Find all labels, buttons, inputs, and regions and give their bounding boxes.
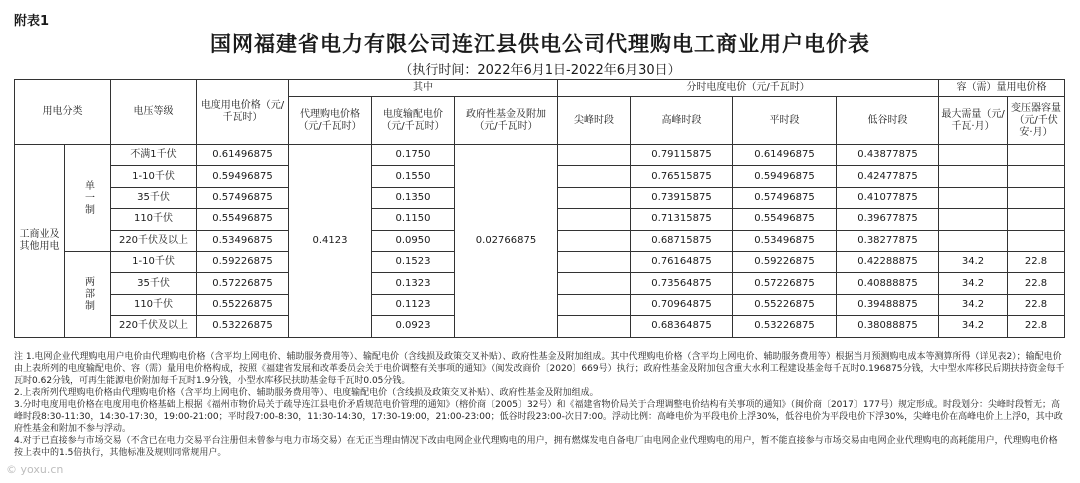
attachment-label: 附表1 — [14, 14, 50, 29]
peak-cell: 0.68364875 — [631, 316, 733, 337]
peak-cell: 0.73915875 — [631, 187, 733, 208]
valley-cell: 0.40888875 — [837, 273, 939, 294]
price-cell: 0.53496875 — [197, 230, 289, 251]
price-cell: 0.59496875 — [197, 166, 289, 187]
transmission-cell: 0.1750 — [372, 145, 455, 166]
transmission-cell: 0.1550 — [372, 166, 455, 187]
voltage-cell: 220千伏及以上 — [111, 230, 197, 251]
price-cell: 0.55226875 — [197, 294, 289, 315]
voltage-cell: 不满1千伏 — [111, 145, 197, 166]
sharp-cell — [558, 294, 631, 315]
peak-cell: 0.70964875 — [631, 294, 733, 315]
transformer-cell — [1008, 230, 1065, 251]
transformer-cell: 22.8 — [1008, 294, 1065, 315]
header-price: 电度用电价格（元/千瓦时） — [197, 80, 289, 145]
header-valley: 低谷时段 — [837, 97, 939, 145]
header-transmission: 电度输配电价（元/千瓦时） — [372, 97, 455, 145]
price-cell: 0.57226875 — [197, 273, 289, 294]
max-demand-cell — [939, 145, 1008, 166]
sharp-cell — [558, 145, 631, 166]
price-cell: 0.53226875 — [197, 316, 289, 337]
valley-cell: 0.42477875 — [837, 166, 939, 187]
voltage-cell: 35千伏 — [111, 273, 197, 294]
header-tou: 分时电度电价（元/千瓦时） — [558, 80, 939, 97]
fund-cell: 0.02766875 — [455, 145, 558, 338]
header-agent-price: 代理购电价格（元/千瓦时） — [289, 97, 372, 145]
flat-cell: 0.55496875 — [733, 209, 837, 230]
sharp-cell — [558, 230, 631, 251]
voltage-cell: 1-10千伏 — [111, 166, 197, 187]
execution-period: （执行时间：2022年6月1日-2022年6月30日） — [399, 63, 681, 78]
peak-cell: 0.76515875 — [631, 166, 733, 187]
valley-cell: 0.43877875 — [837, 145, 939, 166]
transmission-cell: 0.0923 — [372, 316, 455, 337]
price-cell: 0.61496875 — [197, 145, 289, 166]
max-demand-cell: 34.2 — [939, 251, 1008, 272]
transformer-cell: 22.8 — [1008, 251, 1065, 272]
transformer-cell — [1008, 187, 1065, 208]
valley-cell: 0.39677875 — [837, 209, 939, 230]
agent-price-cell: 0.4123 — [289, 145, 372, 338]
peak-cell: 0.76164875 — [631, 251, 733, 272]
max-demand-cell: 34.2 — [939, 316, 1008, 337]
header-category: 用电分类 — [15, 80, 111, 145]
transformer-cell: 22.8 — [1008, 316, 1065, 337]
voltage-cell: 110千伏 — [111, 209, 197, 230]
transmission-cell: 0.0950 — [372, 230, 455, 251]
footnote-4: 4.对于已直接参与市场交易（不含已在电力交易平台注册但未曾参与电力市场交易）在无正当理由情况下改由电网企业代理购电的用户，拥有燃煤发电自备电厂由电网企业代理购电的用户，暂不能直接参与市场交易由电网企业代理购电的高耗能用户，代理购电价格按上表中的1.5倍执行，其他标准及规则同常规用户。 — [14, 436, 1058, 458]
table-row — [15, 145, 1065, 166]
header-transformer: 变压器容量（元/千伏安·月） — [1008, 97, 1065, 145]
transmission-cell: 0.1350 — [372, 187, 455, 208]
flat-cell: 0.57226875 — [733, 273, 837, 294]
watermark: © yoxu.cn — [6, 463, 64, 476]
transmission-cell: 0.1123 — [372, 294, 455, 315]
header-max-demand: 最大需量（元/千瓦·月） — [939, 97, 1008, 145]
transformer-cell — [1008, 166, 1065, 187]
sharp-cell — [558, 273, 631, 294]
category-cell: 工商业及其他用电 — [15, 145, 65, 338]
header-capacity: 容（需）量用电价格 — [939, 80, 1065, 97]
max-demand-cell: 34.2 — [939, 294, 1008, 315]
sharp-cell — [558, 166, 631, 187]
sharp-cell — [558, 251, 631, 272]
flat-cell: 0.59226875 — [733, 251, 837, 272]
flat-cell: 0.55226875 — [733, 294, 837, 315]
single-part-cell: 单一制 — [65, 145, 111, 252]
flat-cell: 0.53226875 — [733, 316, 837, 337]
max-demand-cell — [939, 209, 1008, 230]
sharp-cell — [558, 187, 631, 208]
max-demand-cell — [939, 230, 1008, 251]
header-peak: 高峰时段 — [631, 97, 733, 145]
transmission-cell: 0.1150 — [372, 209, 455, 230]
max-demand-cell — [939, 166, 1008, 187]
valley-cell: 0.39488875 — [837, 294, 939, 315]
peak-cell: 0.79115875 — [631, 145, 733, 166]
sharp-cell — [558, 209, 631, 230]
peak-cell: 0.68715875 — [631, 230, 733, 251]
flat-cell: 0.59496875 — [733, 166, 837, 187]
footnotes — [14, 351, 1066, 459]
header-among: 其中 — [289, 80, 558, 97]
peak-cell: 0.71315875 — [631, 209, 733, 230]
max-demand-cell: 34.2 — [939, 273, 1008, 294]
flat-cell: 0.53496875 — [733, 230, 837, 251]
footnote-3: 3.分时电度用电价格在电度用电价格基础上根据《福州市物价局关于疏导连江县电价矛盾规范电价管理的通知》（榕价商〔2005〕32号）和《福建省物价局关于合理调整电价结构有关事项的通知》（闽价商〔2017〕177号）规定形成。时段划分：尖峰时段暂无；高峰时段8:30-11:30，14:30-17:30，19:00-21:00；平时段7:00-8:30，11:30-14:30，17:30-19:00，21:00-23:00；低谷时段23:00-次日7:00。浮动比例：高峰电价为平段电价上浮30%，低谷电价为平段电价下浮30%，尖峰电价在高峰电价上上浮0，其中政府性基金和附加不参与浮动。 — [14, 400, 1063, 434]
voltage-cell: 220千伏及以上 — [111, 316, 197, 337]
header-sharp: 尖峰时段 — [558, 97, 631, 145]
voltage-cell: 1-10千伏 — [111, 251, 197, 272]
page-title: 国网福建省电力有限公司连江县供电公司代理购电工商业用户电价表 — [210, 31, 870, 56]
peak-cell: 0.73564875 — [631, 273, 733, 294]
sharp-cell — [558, 316, 631, 337]
footnote-1: 注 1.电网企业代理购电用户电价由代理购电价格（含平均上网电价、辅助服务费用等）、输配电价（含线损及政策交叉补贴）、政府性基金及附加组成。其中代理购电价格（含平均上网电价、辅助服务费用等）根据当月预测购电成本等测算所得（详见表2）；输配电价由上表所列的电度输配电价、容（需）量用电价格构成，按照《福建省发展和改革委员会关于电价调整有关事项的通知》（闽发改商价〔2020〕669号）执行；政府性基金及附加包含重大水利工程建设基金每千瓦时0.196875分钱，大中型水库移民后期扶持资金每千瓦时0.62分钱，可再生能源电价附加每千瓦时1.9分钱，小型水库移民扶助基金每千瓦时0.05分钱。 — [14, 352, 1065, 386]
valley-cell: 0.38277875 — [837, 230, 939, 251]
price-table — [14, 79, 1065, 338]
header-voltage: 电压等级 — [111, 80, 197, 145]
footnote-2: 2.上表所列代理购电价格由代理购电价格（含平均上网电价、辅助服务费用等）、电度输配电价（含线损及政策交叉补贴）、政府性基金及附加组成。 — [14, 388, 599, 398]
price-cell: 0.55496875 — [197, 209, 289, 230]
transmission-cell: 0.1323 — [372, 273, 455, 294]
price-cell: 0.57496875 — [197, 187, 289, 208]
max-demand-cell — [939, 187, 1008, 208]
flat-cell: 0.57496875 — [733, 187, 837, 208]
header-fund: 政府性基金及附加（元/千瓦时） — [455, 97, 558, 145]
valley-cell: 0.38088875 — [837, 316, 939, 337]
two-part-cell: 两部制 — [65, 251, 111, 337]
transformer-cell — [1008, 145, 1065, 166]
flat-cell: 0.61496875 — [733, 145, 837, 166]
valley-cell: 0.42288875 — [837, 251, 939, 272]
valley-cell: 0.41077875 — [837, 187, 939, 208]
header-flat: 平时段 — [733, 97, 837, 145]
voltage-cell: 110千伏 — [111, 294, 197, 315]
transformer-cell: 22.8 — [1008, 273, 1065, 294]
price-cell: 0.59226875 — [197, 251, 289, 272]
transformer-cell — [1008, 209, 1065, 230]
voltage-cell: 35千伏 — [111, 187, 197, 208]
transmission-cell: 0.1523 — [372, 251, 455, 272]
